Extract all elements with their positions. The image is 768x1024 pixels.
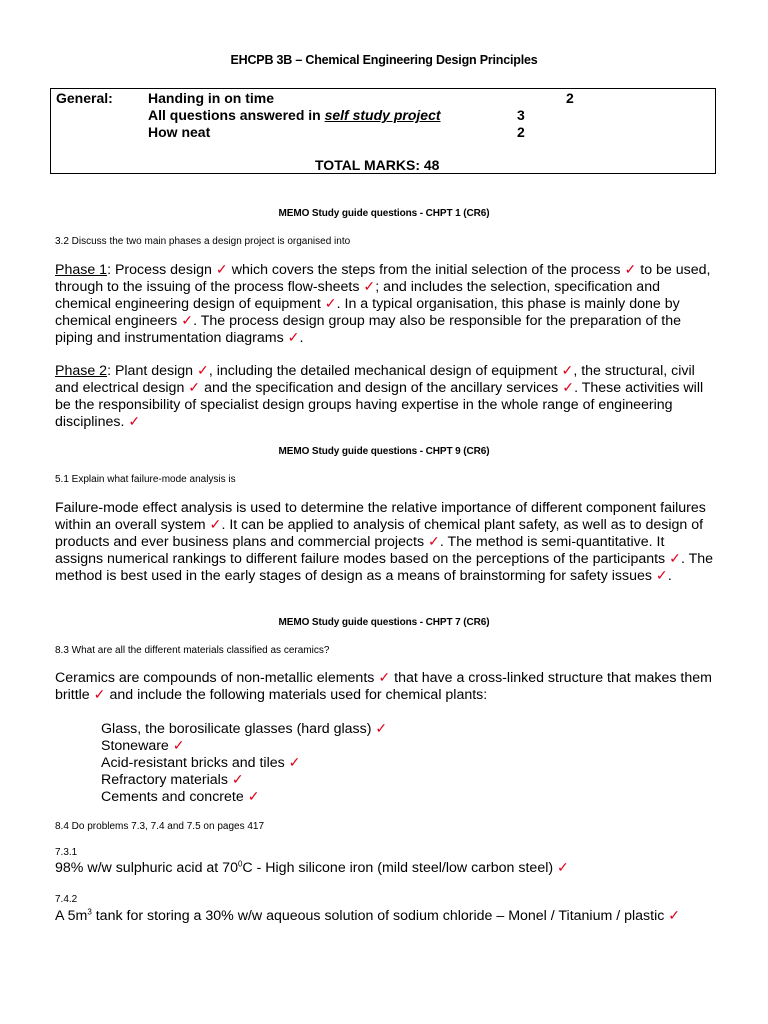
check-icon: ✓ [172,738,185,754]
problem-number: 7.4.2 [55,894,78,905]
check-icon: ✓ [669,551,681,567]
answer-text: . [667,568,672,584]
answer-text: and the specification and design of the ancillary services [200,380,563,396]
answer-text: Failure-mode effect analysis is used to determine the relative importance of different component failures within an overall system [55,500,706,533]
check-icon: ✓ [324,296,337,312]
marks-row-value: 2 [517,124,525,140]
check-icon: ✓ [624,262,637,278]
material-label: Stoneware [101,738,173,754]
check-icon: ✓ [188,380,201,396]
check-icon: ✓ [363,279,376,295]
list-item [101,721,387,738]
question-text: 8.3 What are all the different materials classified as ceramics? [55,645,330,656]
marks-row-label-prefix: All questions answered in [148,107,325,123]
check-icon: ✓ [288,755,301,771]
marks-row-label: How neat [148,124,211,140]
material-label: Acid-resistant bricks and tiles [101,755,289,771]
marks-row-value: 3 [517,107,525,123]
check-icon: ✓ [561,363,574,379]
answer-text: : Plant design [107,363,197,379]
answer-paragraph [55,262,715,347]
check-icon: ✓ [287,330,300,346]
problem-number: 7.3.1 [55,847,78,858]
answer-paragraph [55,860,715,877]
answer-text: C - High silicone iron (mild steel/low carbon steel) [242,860,558,876]
check-icon: ✓ [562,380,575,396]
answer-text: . It can be applied to analysis of chemical plant safety, as well as to design of products and ever business plans and commercial projects [55,517,704,550]
check-icon: ✓ [655,568,668,584]
answer-text: A 5m [55,908,88,924]
answer-text: ; and includes the selection, specification and chemical engineering design of equipment [55,279,660,312]
list-item [101,772,387,789]
document-title: EHCPB 3B – Chemical Engineering Design Principles [230,53,538,67]
check-icon: ✓ [93,687,106,703]
check-icon: ✓ [428,534,440,550]
phase-label: Phase 1 [55,262,108,278]
check-icon: ✓ [215,262,228,278]
answer-text: . These activities will be the responsibility of specialist design groups having expertise in the whole range of engineering disciplines. [55,380,704,430]
answer-text: tank for storing a 30% w/w aqueous solution of sodium chloride – Monel / Titanium / plastic [91,908,669,924]
answer-paragraph [55,500,715,585]
list-item [101,755,387,772]
superscript: 3 [87,907,92,917]
answer-text: . [299,330,304,346]
check-icon: ✓ [196,363,209,379]
list-item [101,738,387,755]
superscript: 0 [237,859,243,869]
answer-text: to be used, through to the issuing of the process flow-sheets [55,262,711,295]
answer-text: . The method is best used in the early stages of design as a means of brainstorming for safety issues [55,551,714,584]
check-icon: ✓ [231,772,244,788]
question-text: 5.1 Explain what failure-mode analysis is [55,474,236,485]
answer-paragraph [55,363,715,431]
answer-text: Ceramics are compounds of non-metallic elements [55,670,379,686]
answer-text: . In a typical organisation, this phase is mainly done by chemical engineers [55,296,680,329]
list-item [101,789,387,806]
material-label: Cements and concrete [101,789,248,805]
answer-text: 98% w/w sulphuric acid at 70 [55,860,238,876]
material-label: Glass, the borosilicate glasses (hard glass) [101,721,376,737]
marks-row-label: Handing in on time [148,90,274,106]
general-label: General: [56,90,113,106]
check-icon: ✓ [181,313,194,329]
question-text: 8.4 Do problems 7.3, 7.4 and 7.5 on pages 417 [55,821,265,832]
answer-text: , including the detailed mechanical design of equipment [208,363,562,379]
answer-paragraph [55,908,715,925]
marks-row-label-emph: self study project [324,107,441,123]
material-label: Refractory materials [101,772,232,788]
answer-text: . The method is semi-quantitative. It assigns numerical rankings to different failure modes based on the perceptions of the participants [55,534,670,567]
check-icon: ✓ [128,414,141,430]
answer-text: , the structural, civil and electrical design [55,363,695,396]
check-icon: ✓ [375,721,388,737]
answer-text: and include the following materials used for chemical plants: [105,687,488,703]
memo-heading: MEMO Study guide questions - CHPT 9 (CR6) [278,446,490,457]
memo-heading: MEMO Study guide questions - CHPT 1 (CR6) [278,208,490,219]
answer-text: : Process design [107,262,216,278]
memo-heading: MEMO Study guide questions - CHPT 7 (CR6) [278,617,490,628]
phase-label: Phase 2 [55,363,108,379]
materials-list [101,721,387,806]
check-icon: ✓ [247,789,260,805]
check-icon: ✓ [557,860,569,876]
question-text: 3.2 Discuss the two main phases a design project is organised into [55,236,351,247]
check-icon: ✓ [209,517,222,533]
answer-text: . The process design group may also be responsible for the preparation of the piping and instrumentation diagrams [55,313,682,346]
total-marks: TOTAL MARKS: 48 [315,157,440,173]
marks-table [50,88,716,174]
answer-paragraph [55,670,715,704]
answer-text: which covers the steps from the initial selection of the process [227,262,625,278]
check-icon: ✓ [378,670,391,686]
check-icon: ✓ [668,908,681,924]
marks-row-value: 2 [566,90,574,106]
marks-row-label [148,107,441,123]
answer-text: that have a cross-linked structure that makes them brittle [55,670,712,703]
